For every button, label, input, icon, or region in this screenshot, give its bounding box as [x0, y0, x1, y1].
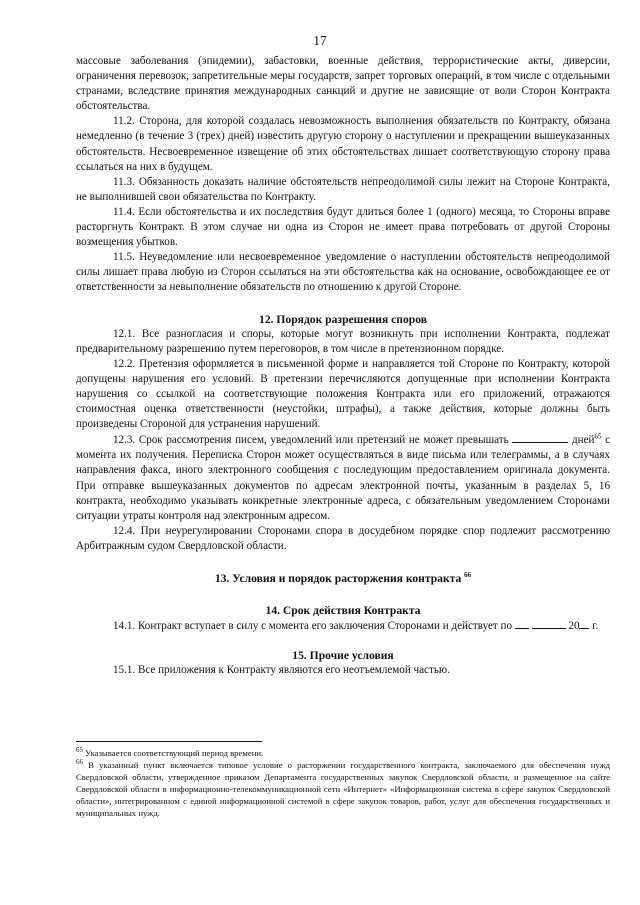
paragraph-15-1: 15.1. Все приложения к Контракту являются его неотъемлемой частью. [113, 664, 450, 677]
footnote-65-number: 65 [76, 746, 83, 755]
document-body [76, 54, 610, 678]
footnotes [76, 748, 610, 819]
footnote-65 [76, 748, 610, 760]
section-15-heading: 15. Прочие условия [292, 649, 394, 663]
paragraph-12-3-rest: с момента их получения. Переписка Сторон может осуществляться в виде письма или телеграммы, а в случаях направления факса, иного электронного сообщения с последующим предоставлением оригинала документа. При отправке вышеуказанных документов по адресам электронной почты, указанным в разделах 5, 16 контракта, необходимо указывать конкретные электронные адреса, с обязательным уведомлением Сторонами ситуации утраты контроля над электронным адресом. [76, 434, 611, 522]
paragraph-11-1-continuation: массовые заболевания (эпидемии), забастовки, военные действия, террористические акты, диверсии, ограничения перевозок, запретительные меры государств, запрет торговых операций, в том числе с отдельными странами, вследствие принятия международных санкций и другие не зависящие от воли Сторон Контракта обстоятельства. [76, 55, 610, 113]
date-blank-year [579, 618, 589, 629]
footnote-ref-66: 66 [464, 571, 472, 580]
section-12-heading: 12. Порядок разрешения споров [259, 312, 427, 326]
date-blank-month [532, 618, 566, 629]
paragraph-12-3-days: дней [572, 434, 595, 447]
footnote-ref-65: 65 [594, 432, 602, 441]
days-blank [512, 432, 568, 443]
paragraph-12-2: 12.2. Претензия оформляется в письменной форме и направляется той Стороне по Контракту, которой допущены нарушения его условий. В претензии перечисляются допущенные при исполнении Контракта нарушения со ссылкой на соответствующие положения Контракта или его приложений, отражаются стоимостная оценка ответственности (неустойки, штрафы), а также действия, которые должны быть произведены Стороной для устранения нарушений. [76, 357, 610, 431]
paragraph-14-1 [76, 618, 610, 634]
paragraph-11-4: 11.4. Если обстоятельства и их последствия будут длиться более 1 (одного) месяца, то Стороны вправе расторгнуть Контракт. В этом случае ни одна из Сторон не имеет права потребовать от другой Стороны возмещения убытков. [76, 205, 610, 249]
footnote-66-number: 66 [76, 758, 83, 767]
paragraph-14-1-year: 20 [568, 620, 580, 633]
section-13-heading [76, 571, 610, 586]
paragraph-11-5: 11.5. Неуведомление или несвоевременное уведомление о наступлении обстоятельств непреодолимой силы лишает права любую из Сторон ссылаться на эти обстоятельства как на основание, освобождающее ее от ответственности за невыполнение обязательств по отношению к другой Стороне. [76, 251, 610, 294]
footnote-separator [76, 741, 262, 742]
paragraph-14-1-start: 14.1. Контракт вступает в силу с момента его заключения Сторонами и действует по [113, 620, 513, 633]
footnote-66 [76, 760, 610, 820]
paragraph-12-4: 12.4. При неурегулировании Сторонами спора в досудебном порядке спор подлежит рассмотрению Арбитражным судом Свердловской области. [76, 524, 610, 552]
paragraph-11-3: 11.3. Обязанность доказать наличие обстоятельств непреодолимой силы лежит на Стороне Контракта, не выполнившей свои обязательства по Контракту. [76, 175, 610, 203]
date-blank-day [515, 618, 529, 629]
paragraph-12-3 [76, 432, 610, 524]
footnote-65-text: Указывается соответствующий период времени. [83, 748, 264, 758]
section-13-title: 13. Условия и порядок расторжения контракта [214, 572, 462, 585]
paragraph-12-3-start: 12.3. Срок рассмотрения писем, уведомлений или претензий не может превышать [113, 434, 509, 447]
page-number: 17 [313, 33, 327, 48]
section-14-heading: 14. Срок действия Контракта [265, 604, 421, 618]
paragraph-14-1-end: г. [589, 620, 599, 633]
footnote-66-text: В указанный пункт включается типовое условие о расторжении государственного контракта, заключаемого для обеспечения нужд Свердловской области, утвержденное приказом Департамента государственных закупок Свердловской области, и размещенное на сайте Свердловской области в информационно-телекоммуникационной сети «Интернет» «Информационная система в сфере закупок Свердловской области», интегрированном с единой информационной системой в сфере закупок товаров, работ, услуг для обеспечения государственных и муниципальных нужд. [76, 759, 610, 818]
paragraph-11-2: 11.2. Сторона, для которой создалась невозможность выполнения обязательств по Контракту, обязана немедленно (в течение 3 (трех) дней) известить другую сторону о наступлении и прекращении вышеуказанных обстоятельств. Несвоевременное извещение об этих обстоятельствах лишает соответствующую сторону права ссылаться на них в будущем. [76, 115, 610, 173]
paragraph-12-1: 12.1. Все разногласия и споры, которые могут возникнуть при исполнении Контракта, подлежат предварительному разрешению путем переговоров, в том числе в претензионном порядке. [76, 327, 610, 355]
